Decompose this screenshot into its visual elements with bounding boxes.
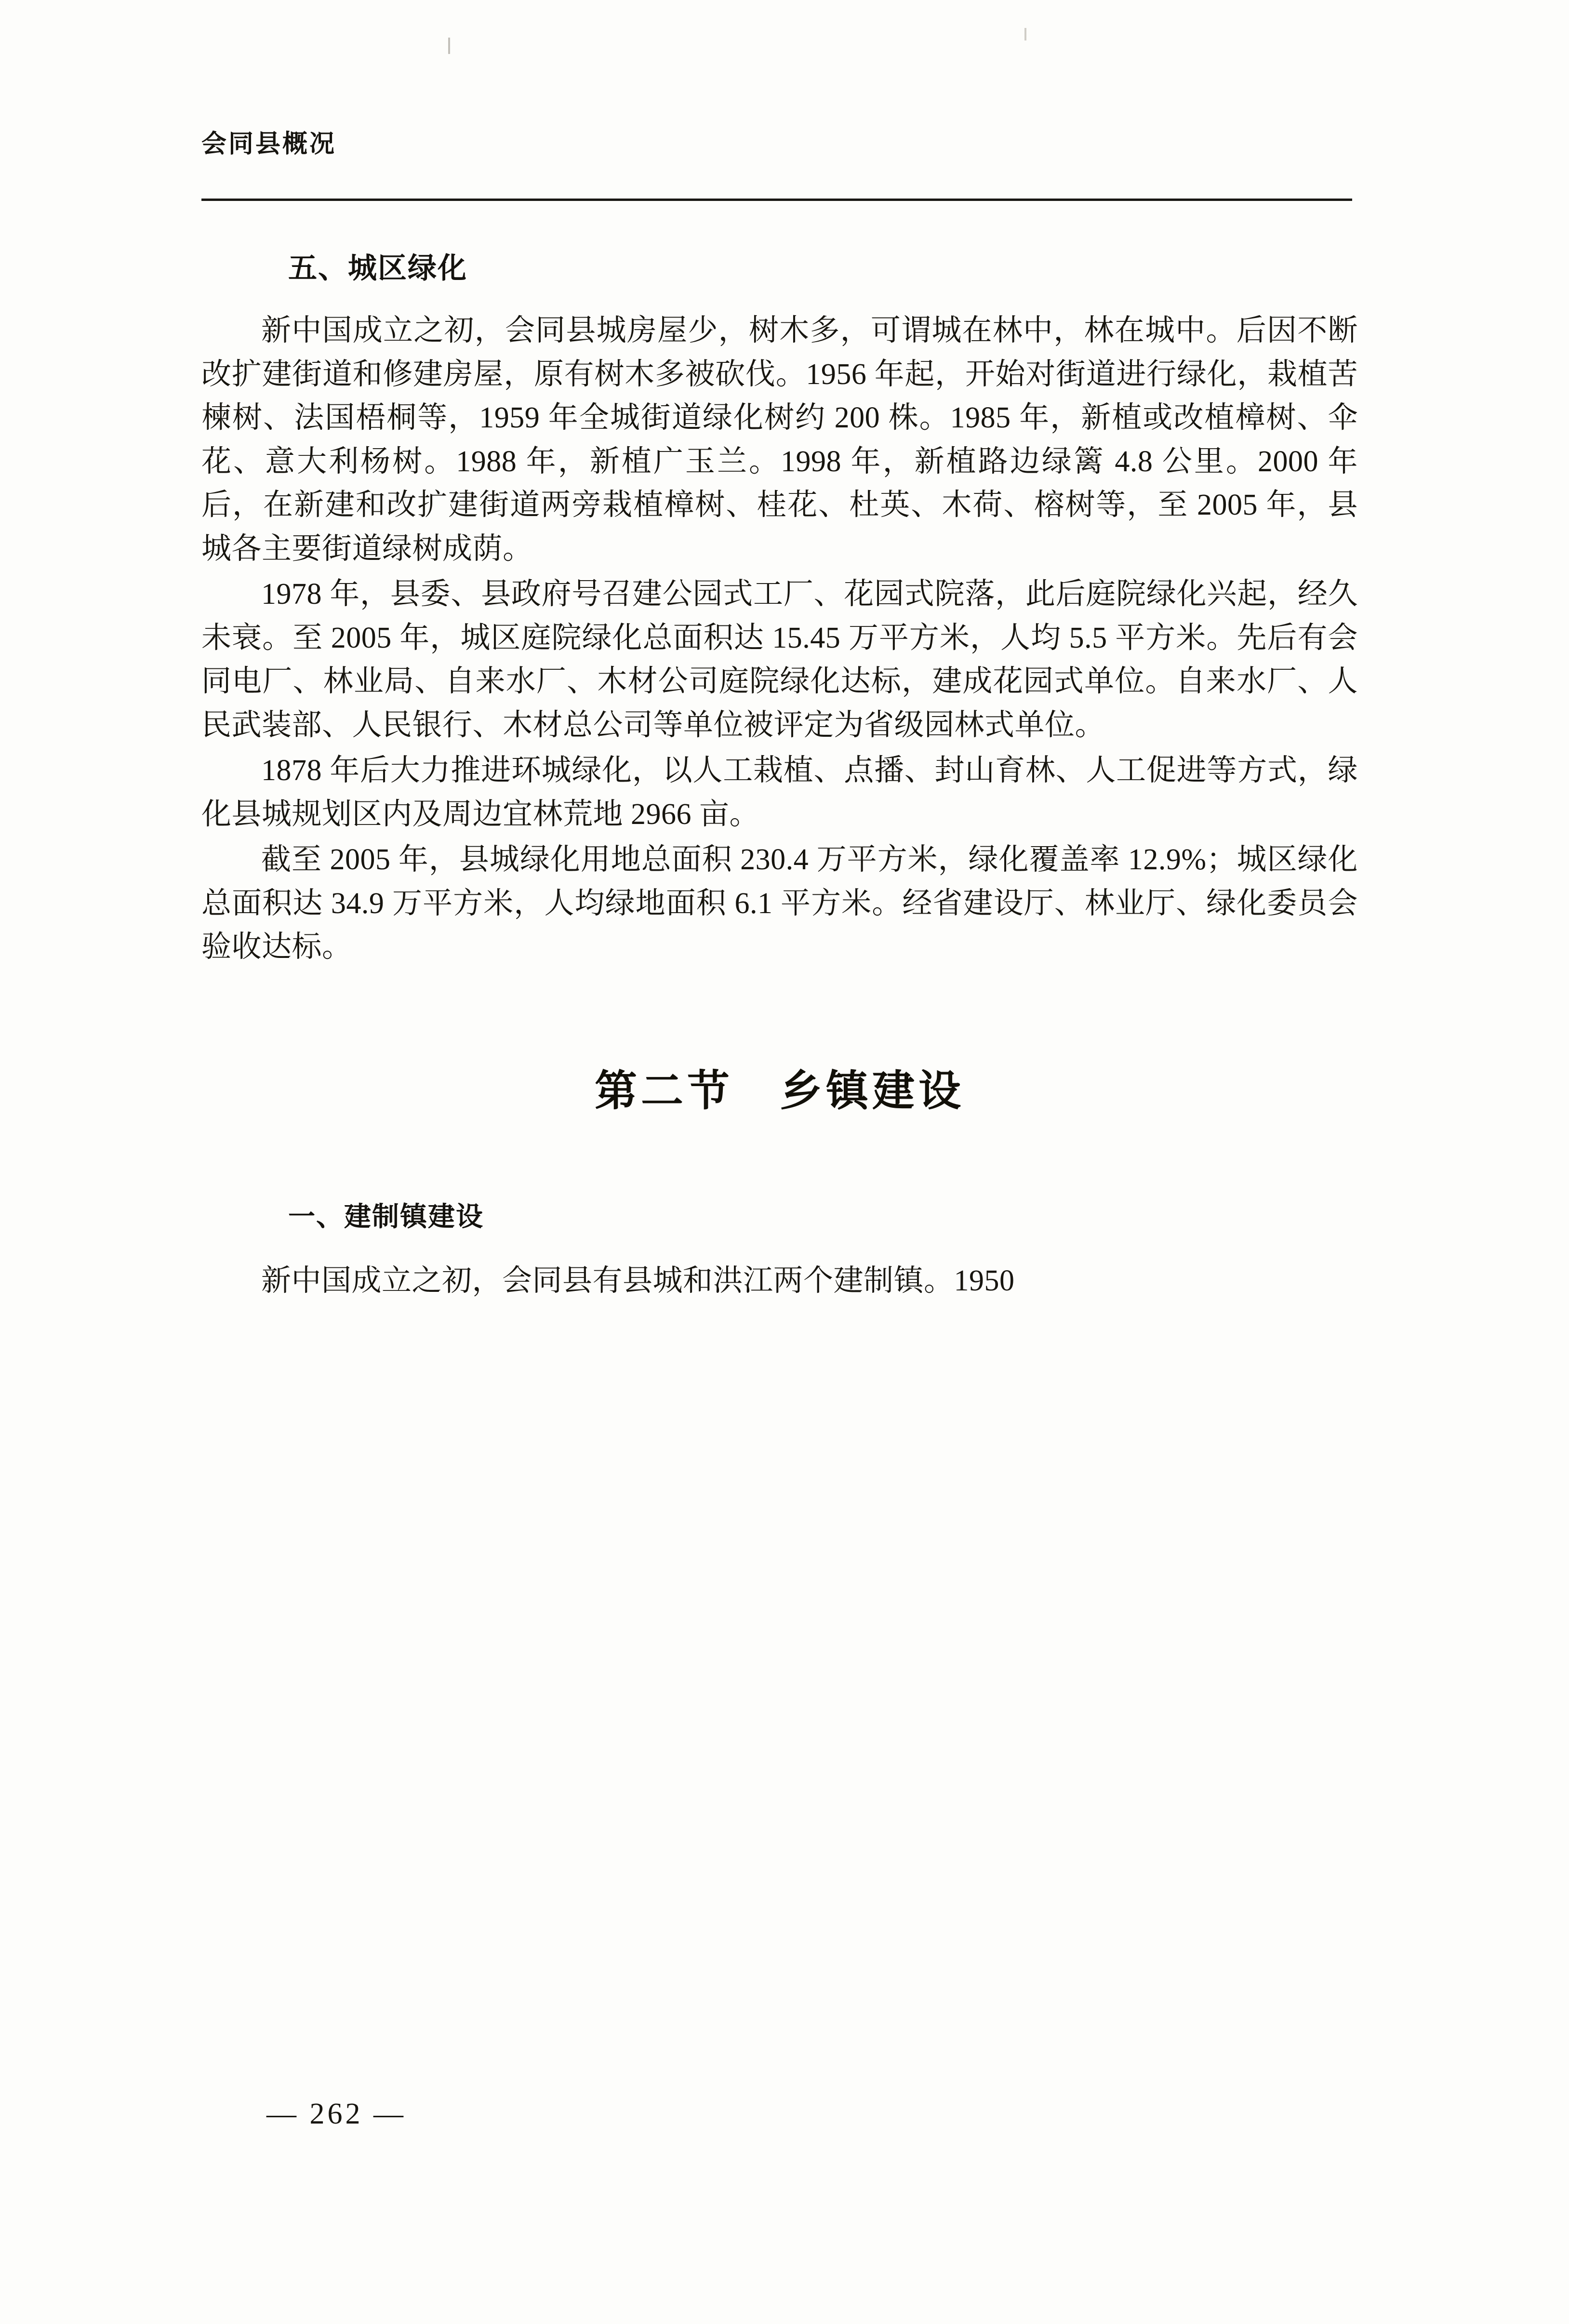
running-head-text: 会同县概况: [201, 130, 337, 159]
header-rule: [201, 199, 1352, 201]
body-paragraph-2: 1978 年，县委、县政府号召建公园式工厂、花园式院落，此后庭院绿化兴起，经久未衰。至 2005 年，城区庭院绿化总面积达 15.45 万平方米，人均 5.5 平方米。先后有会同电厂、林业局、自来水厂、木材公司庭院绿化达标，建成花园式单位。自来水厂、人民武装部、人民银行、木材总公司等单位被评定为省级园林式单位。: [201, 578, 1358, 742]
page-folio: — 262 —: [266, 2098, 406, 2130]
body-paragraph-4: 截至 2005 年，县城绿化用地总面积 230.4 万平方米，绿化覆盖率 12.9%；城区绿化总面积达 34.9 万平方米，人均绿地面积 6.1 平方米。经省建设厅、林业厅、绿化委员会验收达标。: [201, 843, 1358, 964]
body-paragraph-1: 新中国成立之初，会同县城房屋少，树木多，可谓城在林中，林在城中。后因不断改扩建街道和修建房屋，原有树木多被砍伐。1956 年起，开始对街道进行绿化，栽植苦楝树、法国梧桐等，1959 年全城街道绿化树约 200 株。1985 年，新植或改植樟树、伞花、意大利杨树。1988 年，新植广玉兰。1998 年，新植路边绿篱 4.8 公里。2000 年后，在新建和改扩建街道两旁栽植樟树、桂花、杜英、木荷、榕树等，至 2005 年，县城各主要街道绿树成荫。: [201, 314, 1358, 565]
page-content: [201, 251, 1358, 1305]
crop-mark-right-icon: [1024, 28, 1026, 40]
section-heading-chengqu-lvhua: 五、城区绿化: [288, 252, 467, 285]
body-paragraph-3: 1878 年后大力推进环城绿化，以人工栽植、点播、封山育林、人工促进等方式，绿化县城规划区内及周边宜林荒地 2966 亩。: [201, 754, 1358, 831]
running-head: [201, 129, 1358, 159]
sub-heading-jianzhizhen-jianshe: 一、建制镇建设: [288, 1201, 484, 1233]
part-title-dierjie: 第二节 乡镇建设: [594, 1065, 965, 1116]
crop-mark-left-icon: [448, 38, 450, 54]
body-paragraph-5: 新中国成立之初，会同县有县城和洪江两个建制镇。1950: [261, 1264, 1015, 1298]
